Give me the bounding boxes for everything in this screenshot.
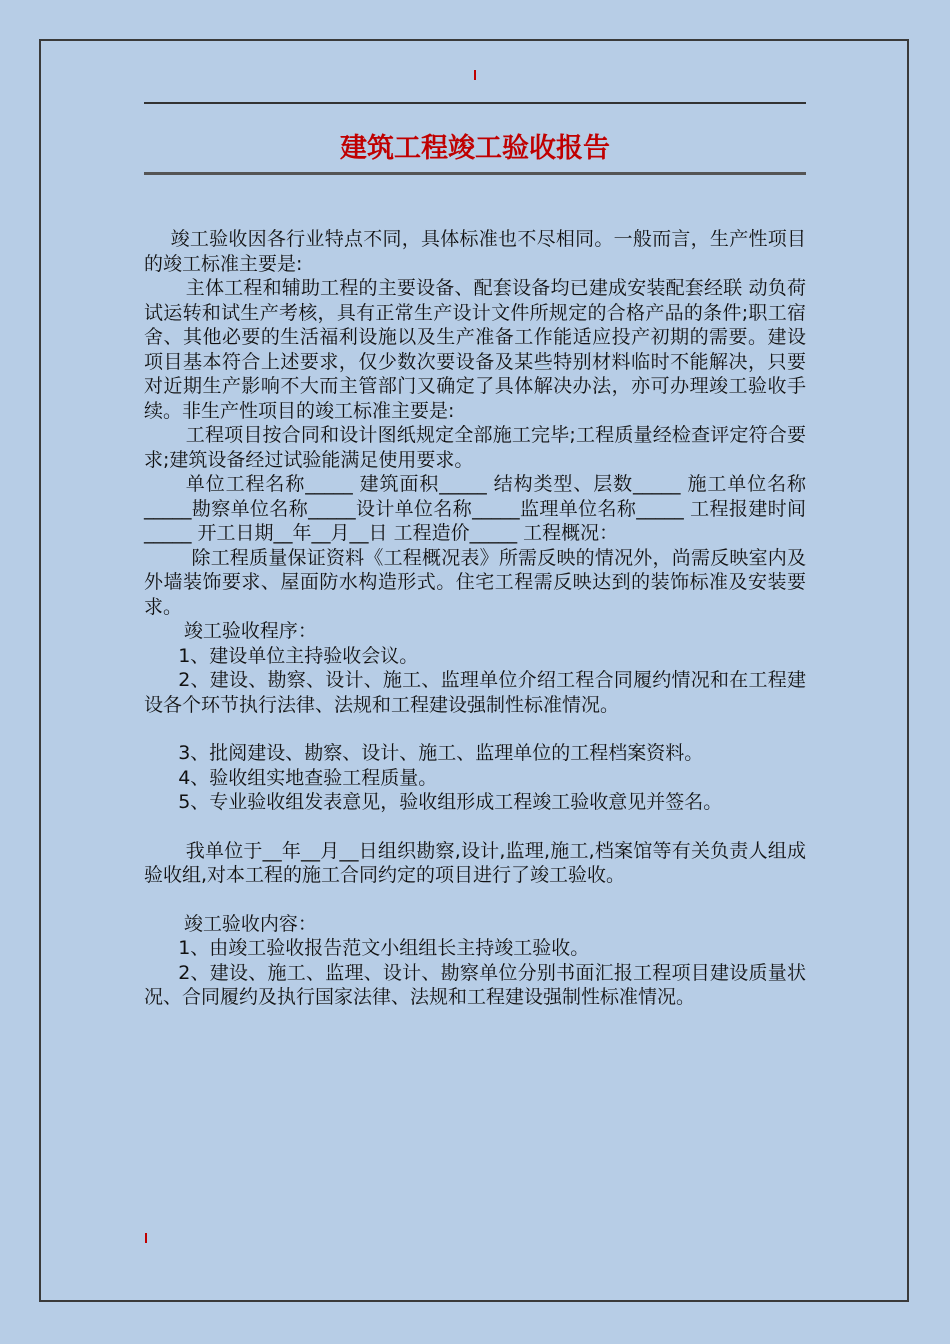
paragraph-intro: 竣工验收因各行业特点不同，具体标准也不尽相同。一般而言，生产性项目的竣工标准主要是: xyxy=(144,228,806,275)
content-item-2: 2、建设、施工、监理、设计、勘察单位分别书面汇报工程项目建设质量状况、合同履约及执行国家法律、法规和工程建设强制性标准情况。 xyxy=(144,961,806,1008)
heading-content: 竣工验收内容： xyxy=(183,912,317,935)
procedure-item-5: 5、专业验收组发表意见，验收组形成工程竣工验收意见并签名。 xyxy=(178,791,723,813)
heading-procedure: 竣工验收程序： xyxy=(183,620,317,642)
paragraph-non-production-standard: 工程项目按合同和设计图纸规定全部施工完毕;工程质量经检查评定符合要求;建筑设备经过试验能满足使用要求。 xyxy=(144,424,806,471)
title-rule xyxy=(144,172,806,175)
procedure-item-3: 3、批阅建设、勘察、设计、施工、监理单位的工程档案资料。 xyxy=(178,742,704,764)
header-mark xyxy=(474,70,476,80)
footer-mark xyxy=(145,1233,147,1243)
paragraph-overview-note: 除工程质量保证资料《工程概况表》所需反映的情况外，尚需反映室内及外墙装饰要求、屋面防水构造形式。住宅工程需反映达到的装饰标准及安装要求。 xyxy=(144,546,806,618)
content-item-1: 1、由竣工验收报告范文小组组长主持竣工验收。 xyxy=(178,937,590,959)
procedure-item-2: 2、建设、勘察、设计、施工、监理单位介绍工程合同履约情况和在工程建设各个环节执行法律、法规和工程建设强制性标准情况。 xyxy=(144,669,806,716)
procedure-item-1: 1、建设单位主持验收会议。 xyxy=(178,644,419,667)
paragraph-production-standard: 主体工程和辅助工程的主要设备、配套设备均已建成安装配套经联 动负荷试运转和试生产考核，具有正常生产设计文件所规定的合格产品的条件;职工宿舍、其他必要的生活福利设施以及生产准备工作能适应投产初期的需要。建设 项目基本符合上述要求，仅少数次要设备及某些特别材料临时不能解决，只要对近期生产影响不大而主管部门又确定了具体解决办法，亦可办理竣工验收手续。非生产性项目的竣工标准主要是: xyxy=(144,277,806,422)
procedure-item-4: 4、验收组实地查验工程质量。 xyxy=(178,766,438,789)
document-body xyxy=(144,227,806,1010)
header-rule xyxy=(144,102,806,104)
paragraph-project-info: 单位工程名称_____ 建筑面积_____ 结构类型、层数_____ 施工单位名称_____勘察单位名称_____设计单位名称_____监理单位名称_____ 工程报建时间_____ 开工日期__年__月__日 工程造价_____ 工程概况： xyxy=(144,473,806,544)
document-title: 建筑工程竣工验收报告 xyxy=(340,133,610,164)
paragraph-acceptance-statement: 我单位于__年__月__日组织勘察,设计,监理,施工,档案馆等有关负责人组成验收组,对本工程的施工合同约定的项目进行了竣工验收。 xyxy=(144,839,806,886)
